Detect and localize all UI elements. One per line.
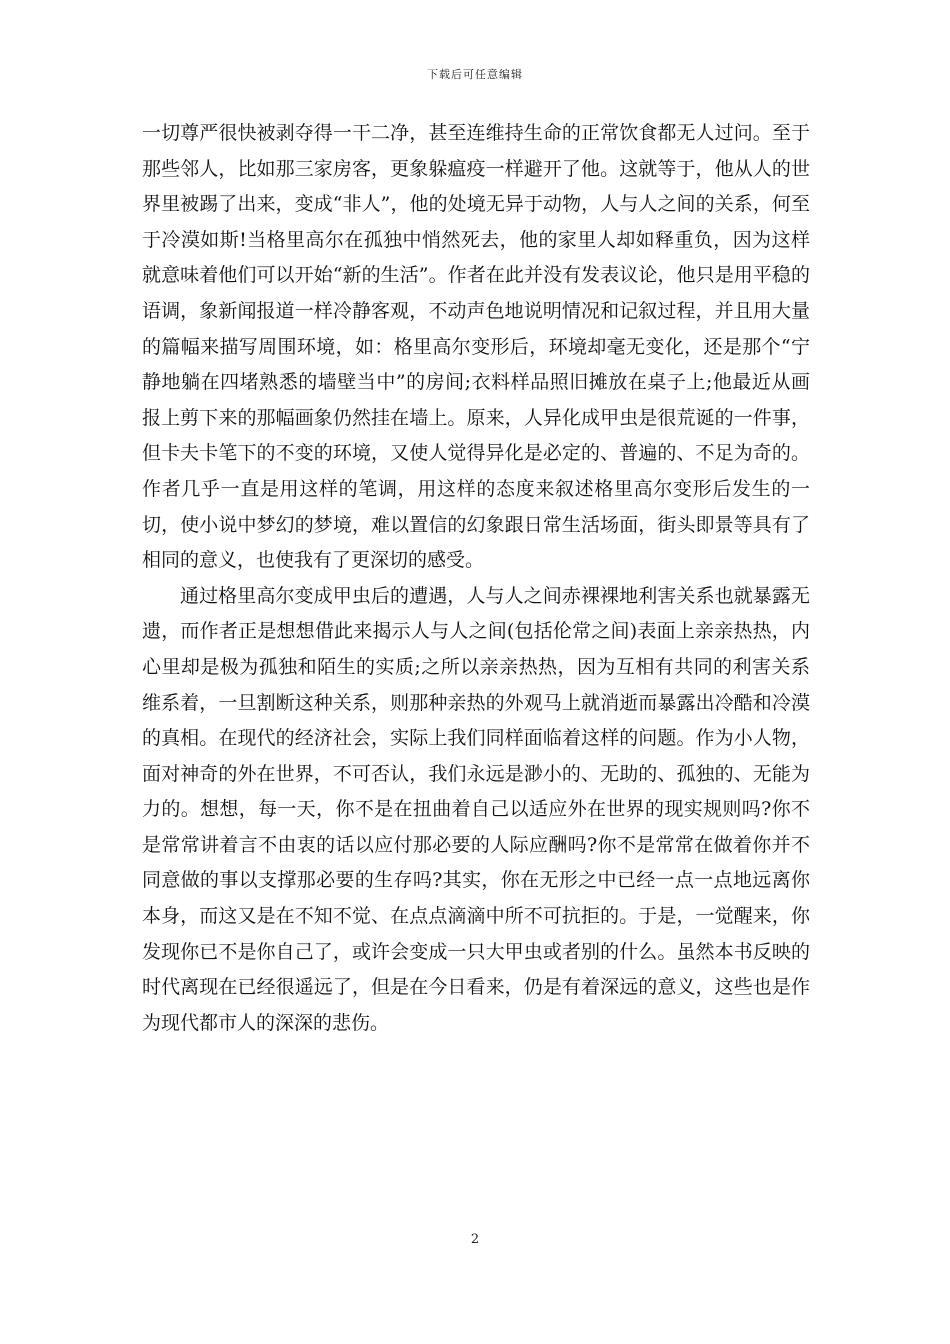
page-number: 2 bbox=[470, 1232, 480, 1247]
paragraph-continued: 一切尊严很快被剥夺得一干二净，甚至连维持生命的正常饮食都无人过问。至于那些邻人，比如那三家房客，更象躲瘟疫一样避开了他。这就等于，他从人的世界里被踢了出来，变成“非人”，他的处境无异于动物，人与人之间的关系，何至于冷漠如斯!当格里高尔在孤独中悄然死去，他的家里人却如释重负，因为这样就意味着他们可以开始“新的生活”。作者在此并没有发表议论，他只是用平稳的语调，象新闻报道一样冷静客观，不动声色地说明情况和记叙过程，并且用大量的篇幅来描写周围环境，如：格里高尔变形后，环境却毫无变化，还是那个“宁静地躺在四堵熟悉的墙壁当中”的房间;衣料样品照旧摊放在桌子上;他最近从画报上剪下来的那幅画象仍然挂在墙上。原来，人异化成甲虫是很荒诞的一件事，但卡夫卡笔下的不变的环境，又使人觉得异化是必定的、普遍的、不足为奇的。作者几乎一直是用这样的笔调，用这样的态度来叙述格里高尔变形后发生的一切，使小说中梦幻的梦境，难以置信的幻象跟日常生活场面，街头即景等具有了相同的意义，也使我有了更深切的感受。 bbox=[142, 122, 810, 572]
page-header: 下载后可任意编辑 bbox=[427, 68, 523, 81]
document-body bbox=[142, 116, 810, 1041]
paragraph-indented: 通过格里高尔变成甲虫后的遭遇，人与人之间赤裸裸地利害关系也就暴露无遗，而作者正是想想借此来揭示人与人之间(包括伦常之间)表面上亲亲热热，内心里却是极为孤独和陌生的实质;之所以亲亲热热，因为互相有共同的利害关系维系着，一旦割断这种关系，则那种亲热的外观马上就消逝而暴露出冷酷和冷漠的真相。在现代的经济社会，实际上我们同样面临着这样的问题。作为小人物，面对神奇的外在世界，不可否认，我们永远是渺小的、无助的、孤独的、无能为力的。想想，每一天，你不是在扭曲着自己以适应外在世界的现实规则吗?你不是常常讲着言不由衷的话以应付那必要的人际应酬吗?你不是常常在做着你并不同意做的事以支撑那必要的生存吗?其实，你在无形之中已经一点一点地远离你本身，而这又是在不知不觉、在点点滴滴中所不可抗拒的。于是，一觉醒来，你发现你已不是你自己了，或许会变成一只大甲虫或者别的什么。虽然本书反映的时代离现在已经很遥远了，但是在今日看来，仍是有着深远的意义，这些也是作为现代都市人的深深的悲伤。 bbox=[142, 584, 810, 1034]
